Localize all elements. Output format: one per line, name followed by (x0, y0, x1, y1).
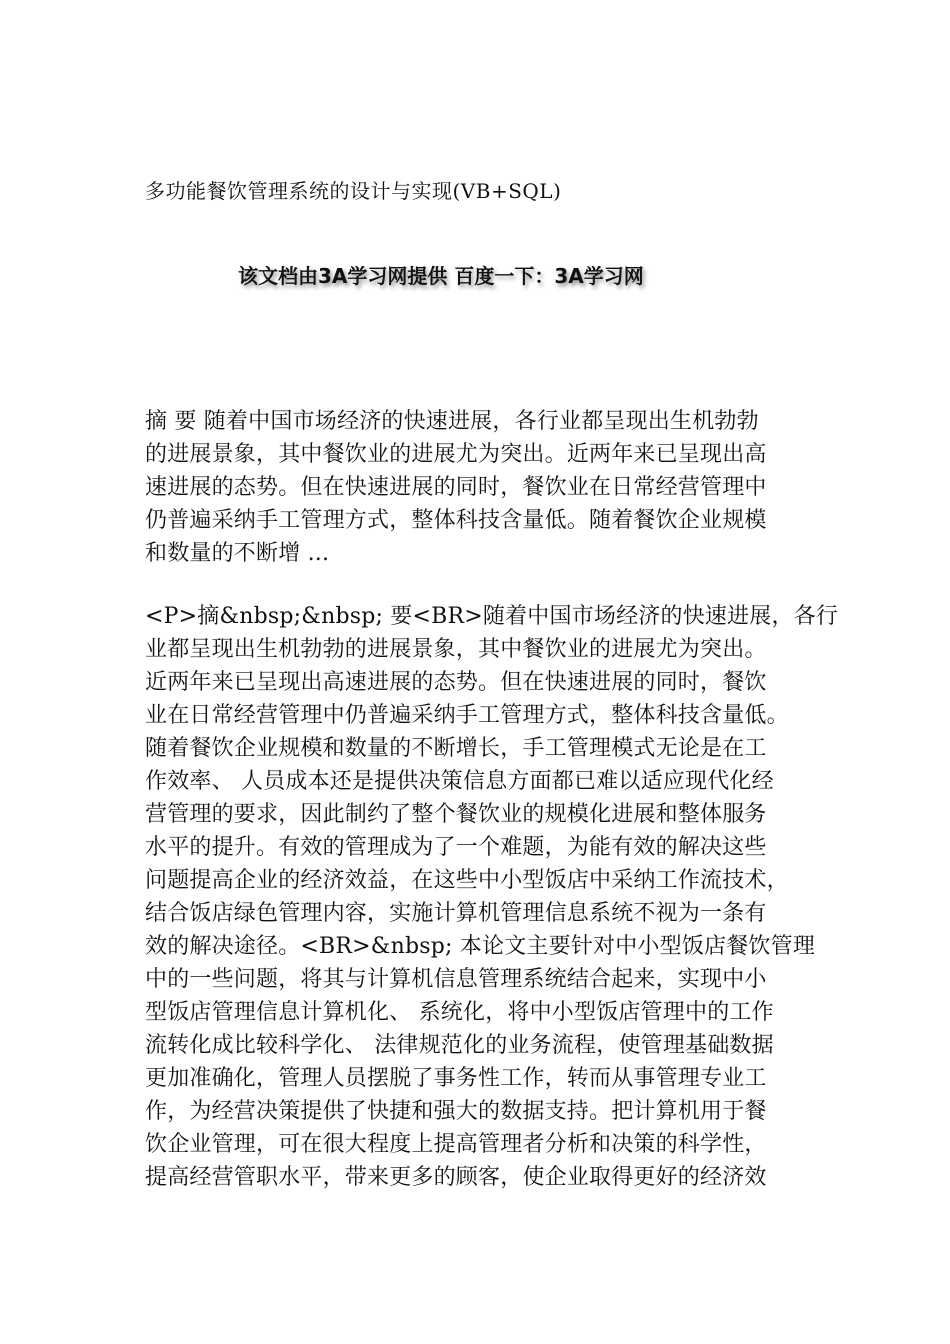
body-line: 作，为经营决策提供了快捷和强大的数据支持。把计算机用于餐 (145, 1099, 767, 1124)
body-line: 效的解决途径。<BR>&nbsp; 本论文主要针对中小型饭店餐饮管理 (145, 934, 816, 959)
abstract-line: 的进展景象，其中餐饮业的进展尤为突出。近两年来已呈现出高 (145, 442, 767, 467)
body-line: 营管理的要求，因此制约了整个餐饮业的规模化进展和整体服务 (145, 802, 767, 827)
body-line: <P>摘&nbsp;&nbsp; 要<BR>随着中国市场经济的快速进展，各行 (145, 604, 839, 629)
abstract-line: 和数量的不断增 ... (145, 541, 330, 566)
abstract-line: 摘 要 随着中国市场经济的快速进展，各行业都呈现出生机勃勃 (145, 409, 759, 434)
body-line: 业都呈现出生机勃勃的进展景象，其中餐饮业的进展尤为突出。 (145, 637, 767, 662)
body-line: 型饭店管理信息计算机化、 系统化，将中小型饭店管理中的工作 (145, 1000, 774, 1025)
body-line: 饮企业管理，可在很大程度上提高管理者分析和决策的科学性， (145, 1132, 767, 1157)
body-line: 提高经营管职水平，带来更多的顾客，使企业取得更好的经济效 (145, 1165, 767, 1190)
abstract-line: 仍普遍采纳手工管理方式，整体科技含量低。随着餐饮企业规模 (145, 508, 767, 533)
abstract-block (145, 405, 810, 570)
body-line: 流转化成比较科学化、 法律规范化的业务流程，使管理基础数据 (145, 1033, 774, 1058)
body-text-block (145, 600, 839, 1194)
body-line: 随着餐饮企业规模和数量的不断增长，手工管理模式无论是在工 (145, 736, 767, 761)
body-line: 问题提高企业的经济效益，在这些中小型饭店中采纳工作流技术， (145, 868, 789, 893)
body-line: 更加准确化，管理人员摆脱了事务性工作，转而从事管理专业工 (145, 1066, 767, 1091)
body-line: 结合饭店绿色管理内容，实施计算机管理信息系统不视为一条有 (145, 901, 767, 926)
source-banner: 该文档由3A学习网提供 百度一下：3A学习网 (238, 264, 644, 288)
body-line: 中的一些问题，将其与计算机信息管理系统结合起来，实现中小 (145, 967, 767, 992)
abstract-line: 速进展的态势。但在快速进展的同时，餐饮业在日常经营管理中 (145, 475, 767, 500)
body-line: 近两年来已呈现出高速进展的态势。但在快速进展的同时，餐饮 (145, 670, 767, 695)
document-title: 多功能餐饮管理系统的设计与实现(VB+SQL) (145, 179, 562, 203)
body-line: 业在日常经营管理中仍普遍采纳手工管理方式，整体科技含量低。 (145, 703, 789, 728)
body-line: 水平的提升。有效的管理成为了一个难题，为能有效的解决这些 (145, 835, 767, 860)
body-line: 作效率、 人员成本还是提供决策信息方面都已难以适应现代化经 (145, 769, 774, 794)
